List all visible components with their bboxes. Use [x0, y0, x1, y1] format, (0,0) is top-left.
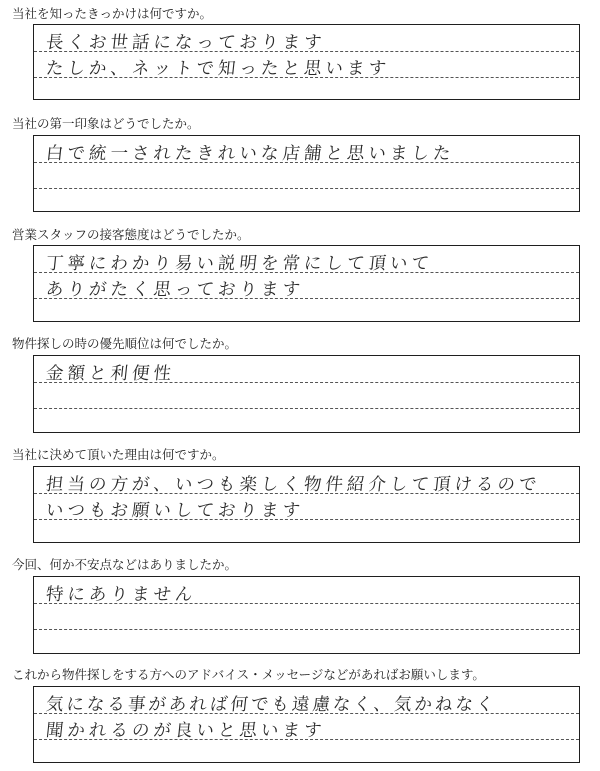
handwritten-answer-line: 気になる事があれば何でも遠慮なく、気かねなく [44, 695, 498, 715]
handwritten-answer-line: 丁寧にわかり易い説明を常にして頂いて [44, 254, 434, 274]
question-label-1: 当社を知ったきっかけは何ですか。 [12, 6, 213, 21]
handwritten-answer-line: 担当の方が、いつも楽しく物件紹介して頂けるので [44, 475, 542, 495]
question-label-4: 物件探しの時の優先順位は何でしたか。 [12, 336, 238, 351]
question-label-6: 今回、何か不安点などはありましたか。 [12, 557, 238, 572]
answer-rule [34, 629, 579, 630]
handwritten-answer-line: 特にありません [44, 585, 198, 605]
question-label-2: 当社の第一印象はどうでしたか。 [12, 116, 200, 131]
handwritten-answer-line: いつもお願いしております [44, 501, 305, 521]
handwritten-answer-line: 白で統一されたきれいな店舗と思いました [44, 144, 456, 164]
answer-box-4 [33, 355, 580, 433]
answer-box-6 [33, 576, 580, 654]
answer-box-3 [33, 245, 580, 322]
answer-box-1 [33, 24, 580, 100]
answer-box-5 [33, 466, 580, 543]
handwritten-answer-line: ありがたく思っております [44, 280, 305, 300]
handwritten-answer-line: たしか、ネットで知ったと思います [44, 59, 391, 79]
answer-box-7 [33, 686, 580, 763]
question-label-3: 営業スタッフの接客態度はどうでしたか。 [12, 227, 250, 242]
answer-rule [34, 408, 579, 409]
question-label-7: これから物件探しをする方へのアドバイス・メッセージなどがあればお願いします。 [12, 667, 485, 682]
handwritten-answer-line: 金額と利便性 [44, 364, 176, 384]
handwritten-answer-line: 長くお世話になっております [44, 33, 327, 53]
answer-rule [34, 188, 579, 189]
handwritten-answer-line: 聞かれるのが良いと思います [44, 721, 327, 741]
answer-box-2 [33, 135, 580, 212]
question-label-5: 当社に決めて頂いた理由は何ですか。 [12, 447, 225, 462]
